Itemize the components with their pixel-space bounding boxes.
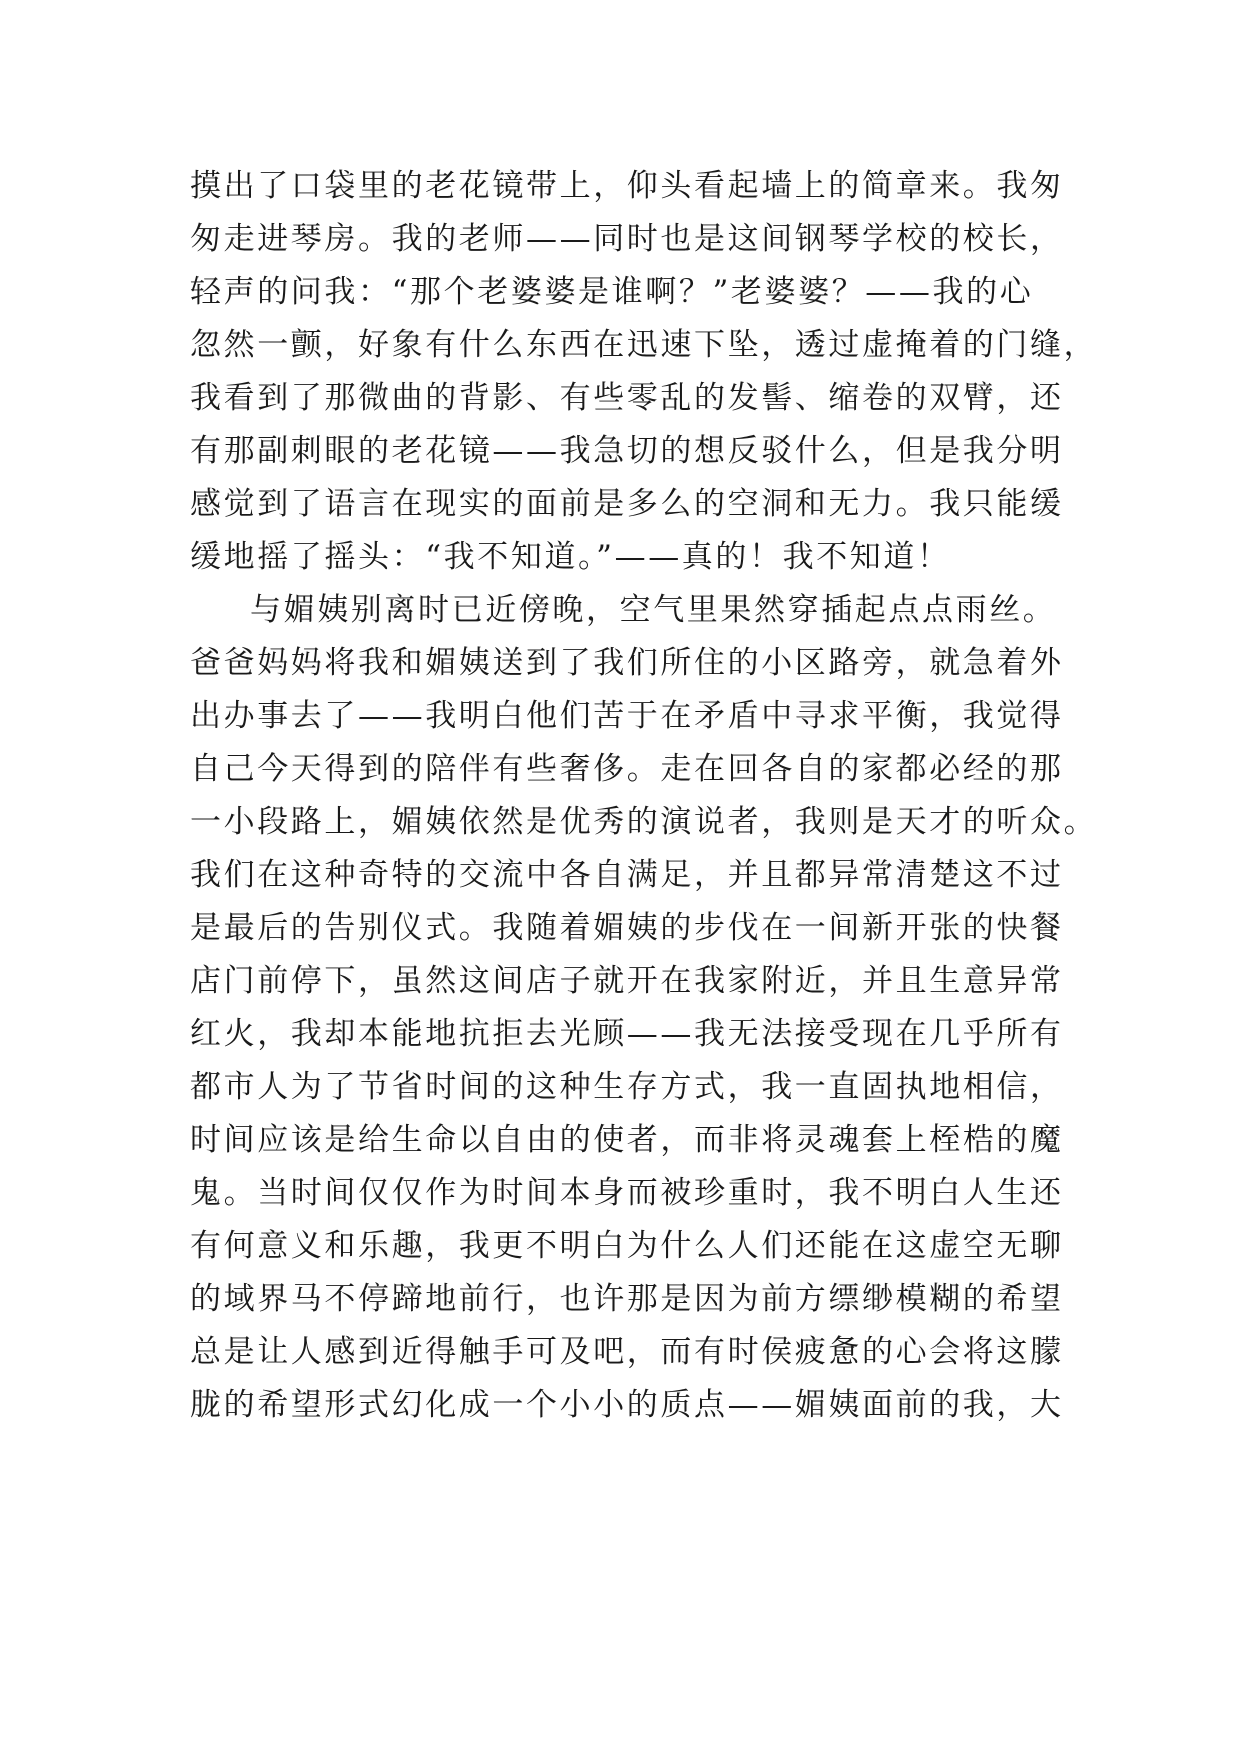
text-line: 缓地摇了摇头：“我不知道。”——真的！我不知道！ [190,539,951,575]
text-line: 店门前停下，虽然这间店子就开在我家附近，并且生意异常 [190,963,1064,999]
text-line: 爸爸妈妈将我和媚姨送到了我们所住的小区路旁，就急着外 [190,645,1064,681]
text-line: 感觉到了语言在现实的面前是多么的空洞和无力。我只能缓 [190,486,1064,522]
text-line: 自己今天得到的陪伴有些奢侈。走在回各自的家都必经的那 [190,751,1064,787]
text-line: 红火，我却本能地抗拒去光顾——我无法接受现在几乎所有 [190,1016,1064,1052]
text-line: 的域界马不停蹄地前行，也许那是因为前方缥缈模糊的希望 [190,1281,1064,1317]
text-line: 总是让人感到近得触手可及吧，而有时侯疲惫的心会将这朦 [190,1334,1064,1370]
text-line: 一小段路上，媚姨依然是优秀的演说者，我则是天才的听众。 [190,804,1098,840]
paragraph-first-line: 与媚姨别离时已近傍晚，空气里果然穿插起点点雨丝。 [250,592,1057,628]
text-line: 时间应该是给生命以自由的使者，而非将灵魂套上桎梏的魔 [190,1122,1064,1158]
text-line: 我看到了那微曲的背影、有些零乱的发髻、缩卷的双臂，还 [190,380,1064,416]
text-line: 出办事去了——我明白他们苦于在矛盾中寻求平衡，我觉得 [190,698,1064,734]
text-line: 有何意义和乐趣，我更不明白为什么人们还能在这虚空无聊 [190,1228,1064,1264]
text-line: 忽然一颤，好象有什么东西在迅速下坠，透过虚掩着的门缝， [190,327,1098,363]
body-text [190,160,1098,1432]
text-line: 胧的希望形式幻化成一个小小的质点——媚姨面前的我，大 [190,1387,1064,1423]
text-line: 轻声的问我：“那个老婆婆是谁啊？”老婆婆？——我的心 [190,274,1034,310]
text-line: 都市人为了节省时间的这种生存方式，我一直固执地相信， [190,1069,1064,1105]
text-line: 是最后的告别仪式。我随着媚姨的步伐在一间新开张的快餐 [190,910,1064,946]
text-line: 鬼。当时间仅仅作为时间本身而被珍重时，我不明白人生还 [190,1175,1064,1211]
text-line: 我们在这种奇特的交流中各自满足，并且都异常清楚这不过 [190,857,1064,893]
text-line: 摸出了口袋里的老花镜带上，仰头看起墙上的简章来。我匆 [190,168,1064,204]
text-line: 匆走进琴房。我的老师——同时也是这间钢琴学校的校长， [190,221,1064,257]
text-line: 有那副刺眼的老花镜——我急切的想反驳什么，但是我分明 [190,433,1064,469]
